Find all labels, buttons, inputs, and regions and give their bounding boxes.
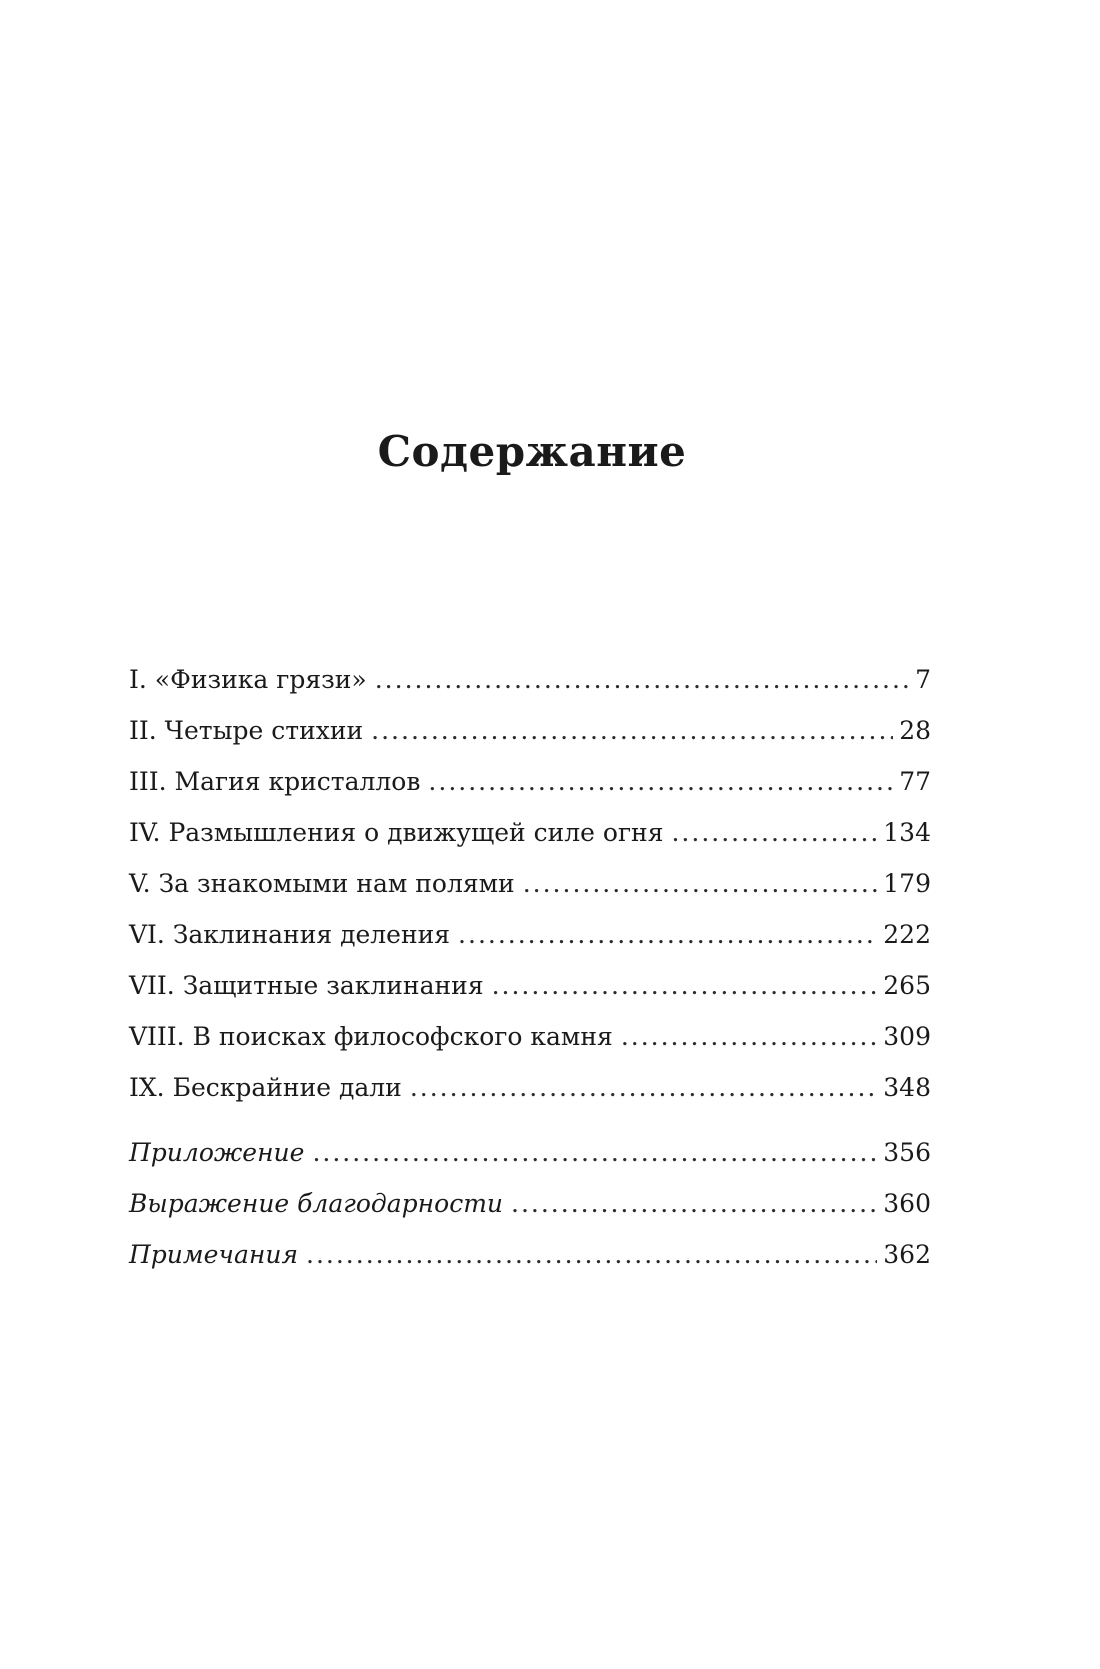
toc-entry-page: 7 xyxy=(915,665,931,694)
toc-entry-acknowledgements xyxy=(129,1184,931,1224)
dot-leader xyxy=(410,1068,877,1108)
toc-entry-chapter-7 xyxy=(129,966,931,1006)
toc-entry-chapter-6 xyxy=(129,915,931,955)
dot-leader xyxy=(671,813,877,853)
toc-entry-label: Выражение благодарности xyxy=(129,1189,504,1218)
toc-entry-chapter-9 xyxy=(129,1068,931,1108)
dot-leader xyxy=(428,762,893,802)
dot-leader xyxy=(375,660,909,700)
toc-entry-chapter-2 xyxy=(129,711,931,751)
toc-entry-page: 77 xyxy=(899,767,931,796)
toc-entry-label: IV. Размышления о движущей силе огня xyxy=(129,818,664,847)
toc-entry-chapter-1 xyxy=(129,660,931,700)
toc-entry-page: 134 xyxy=(883,818,931,847)
toc-entry-label: IX. Бескрайние дали xyxy=(129,1073,402,1102)
toc-entry-page: 360 xyxy=(883,1189,931,1218)
toc-entry-chapter-4 xyxy=(129,813,931,853)
toc-entry-chapter-3 xyxy=(129,762,931,802)
toc-entry-page: 179 xyxy=(883,869,931,898)
dot-leader xyxy=(511,1184,877,1224)
page-title: Содержание xyxy=(377,427,687,476)
toc-entry-notes xyxy=(129,1235,931,1275)
toc-entry-label: Приложение xyxy=(129,1138,305,1167)
toc-entry-page: 348 xyxy=(883,1073,931,1102)
toc-entry-label: VIII. В поисках философского камня xyxy=(129,1022,613,1051)
toc-entry-label: I. «Физика грязи» xyxy=(129,665,367,694)
toc-entry-page: 28 xyxy=(899,716,931,745)
toc-entry-page: 265 xyxy=(883,971,931,1000)
toc-entry-label: V. За знакомыми нам полями xyxy=(129,869,515,898)
toc-entry-label: VI. Заклинания деления xyxy=(129,920,451,949)
toc-entry-page: 309 xyxy=(883,1022,931,1051)
toc-entry-label: II. Четыре стихии xyxy=(129,716,364,745)
toc-entry-chapter-5 xyxy=(129,864,931,904)
dot-leader xyxy=(523,864,878,904)
dot-leader xyxy=(621,1017,877,1057)
toc-entry-page: 356 xyxy=(883,1138,931,1167)
toc-entry-label: VII. Защитные заклинания xyxy=(129,971,484,1000)
dot-leader xyxy=(312,1133,877,1173)
dot-leader xyxy=(306,1235,877,1275)
toc-entry-appendix xyxy=(129,1133,931,1173)
toc-entry-page: 222 xyxy=(883,920,931,949)
dot-leader xyxy=(458,915,877,955)
toc-entry-label: Примечания xyxy=(129,1240,299,1269)
toc-entry-page: 362 xyxy=(883,1240,931,1269)
dot-leader xyxy=(371,711,893,751)
toc-entry-label: III. Магия кристаллов xyxy=(129,767,421,796)
dot-leader xyxy=(492,966,878,1006)
toc-entry-chapter-8 xyxy=(129,1017,931,1057)
